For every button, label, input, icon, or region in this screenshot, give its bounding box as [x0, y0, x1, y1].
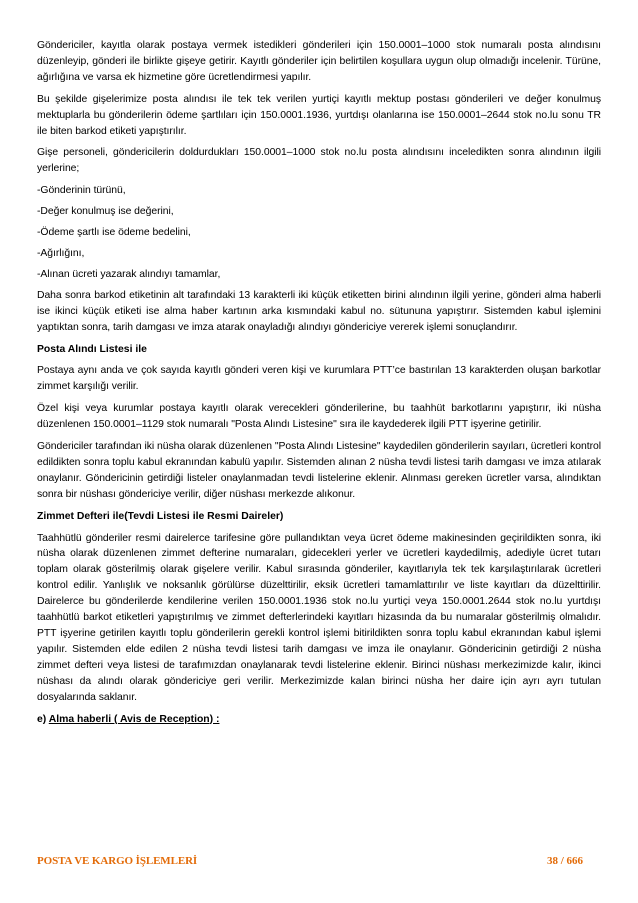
paragraph-ozel-kisi-kurum: Özel kişi veya kurumlar postaya kayıtlı olarak verecekleri gönderilerine, bu taahhüt barkotlarını yapıştırır, iki nüsha düzenlenen 150.0001–1129 stok numaralı "Posta Alındı Listesine" sıra ile kaydederek ilgili PTT işyerine getirilir.	[37, 403, 601, 431]
paragraph-resmi-daireler: Taahhütlü gönderiler resmi dairelerce tarifesine göre pullandıktan veya ücret ödeme makinesinden geçirildikten sonra, iki nüsha olarak düzenlenen zimmet defterine numaraları, gidecekleri yerler ve ücretleri kaydedilmiş, adediyle ücret tutarı toplam olarak gösterilmiş olarak gişelere verilir. Kabul sırasında gönderiler, kayıtlarıyla tek tek karşılaştırılarak ücretleri kontrol edilir. Yanlışlık ve noksanlık görülürse düzelttirilir, eksik ücretleri tamamlattırılır ve liste kayıtları da düzelttirilir. Dairelerce bu gönderilerde kendilerine verilen 150.0001.1936 stok no.lu yurtiçi veya 150.0001.2644 stok no.lu yurtdışı taahhütlü barkot etiketleri yapıştırılmış ve zimmet defterlerindeki kayıtları hizasında da bu numaralar gösterilmiş olmalıdır. PTT işyerine getirilen kayıtlı toplu gönderilerin gerekli kontrol işlemi bitirildikten sonra toplu kabul ekranından kabul işlemi yapılır. Sistemden elde edilen 2 nüsha tevdi listesi tarih damgası ve imza ile onaylanır. Göndericinin getirdiği 2 nüsha zimmet defteri veya listesi de tarafımızdan onaylanarak tevdi listelerine eklenir. Birinci nüshası merkezimizde kalır, ikinci nüshası da alındı olarak göndericiye geri verilir. Merkezimizde kalan birinci nüsha her daire için ayrı ayrı tutulan dosyalarında saklanır.	[37, 532, 601, 703]
list-item-deger: -Değer konulmuş ise değerini,	[37, 206, 174, 218]
paragraph-tevdi-listesi: Göndericiler tarafından iki nüsha olarak düzenlenen "Posta Alındı Listesine" kaydedilen gönderilerin sayıları, ücretleri kontrol edildikten sonra toplu kabul ekranından kabulü yapılır. Sistemden alınan 2 nüsha tevdi listesi tarih damgası ve imza atılarak onaylanır. Göndericinin getirdiği listeler onaylanmadan tevdi listelerine eklenir. Alınması gereken ücretler varsa, alındıktan sonra bir nüshası göndericiye verilir, diğer nüshası merkezde alıkonur.	[37, 441, 601, 500]
list-item-alinan-ucret: -Alınan ücreti yazarak alındıyı tamamlar,	[37, 268, 221, 280]
section-heading-posta-alindi-listesi: Posta Alındı Listesi ile	[37, 343, 147, 355]
document-page	[37, 38, 601, 733]
footer-title: POSTA VE KARGO İŞLEMLERİ	[37, 855, 198, 867]
section-heading-alma-haberli	[37, 712, 601, 728]
list-item-agirlik: -Ağırlığını,	[37, 247, 85, 259]
heading-underlined-text: Alma haberli ( Avis de Reception) :	[48, 713, 220, 725]
page-footer	[37, 855, 583, 871]
paragraph-posta-alindisi-intro: Göndericiler, kayıtla olarak postaya vermek istedikleri gönderileri için 150.0001–1000 stok numaralı posta alındısını düzenleyip, gönderi ile birlikte gişeye getirir. Kayıtlı gönderiler için belirtilen koşullara uygun olup olmadığı incelenir. Türüne, ağırlığına ve varsa ek hizmetine göre ücretlendirmesi yapılır.	[37, 40, 601, 83]
footer-page-number: 38 / 666	[546, 855, 583, 867]
paragraph-barkod-etiketi: Bu şekilde gişelerimize posta alındısı ile tek tek verilen yurtiçi kayıtlı mektup postası gönderileri ve değer konulmuş mektuplarla bu gönderilerin ödeme şartlıları için 150.0001.1936, yurtdışı olanlarına ise 150.0001–2644 stok no.lu sonu TR ile biten barkod etiketi yapıştırılır.	[37, 93, 601, 137]
heading-prefix: e)	[37, 713, 49, 725]
list-item-odeme-bedeli: -Ödeme şartlı ise ödeme bedelini,	[37, 227, 191, 239]
paragraph-gise-personeli: Gişe personeli, göndericilerin doldurdukları 150.0001–1000 stok no.lu posta alındısını inceledikten sonra alındının ilgili yerlerine;	[37, 147, 601, 175]
paragraph-barkod-etiket-yapistirma: Daha sonra barkod etiketinin alt tarafındaki 13 karakterli iki küçük etiketten birini alındının ilgili yerine, gönderi alma haberli ise ikinci küçük etiketi ise alma haber kartının arka kısmındaki kabul no. sütununa yapıştırır. Sistemden kabul işlemini yaptıktan sonra, tarih damgası ve imza atarak onayladığı alındıyı göndericiye vererek işlemi sonuçlandırır.	[37, 289, 601, 333]
section-heading-zimmet-defteri: Zimmet Defteri ile(Tevdi Listesi ile Resmi Daireler)	[37, 510, 284, 522]
paragraph-toplu-barkot: Postaya aynı anda ve çok sayıda kayıtlı gönderi veren kişi ve kurumlara PTT’ce bastırılan 13 karakterden oluşan barkotlar zimmet karşılığı verilir.	[37, 365, 601, 393]
list-item-gonderi-turu: -Gönderinin türünü,	[37, 185, 126, 197]
